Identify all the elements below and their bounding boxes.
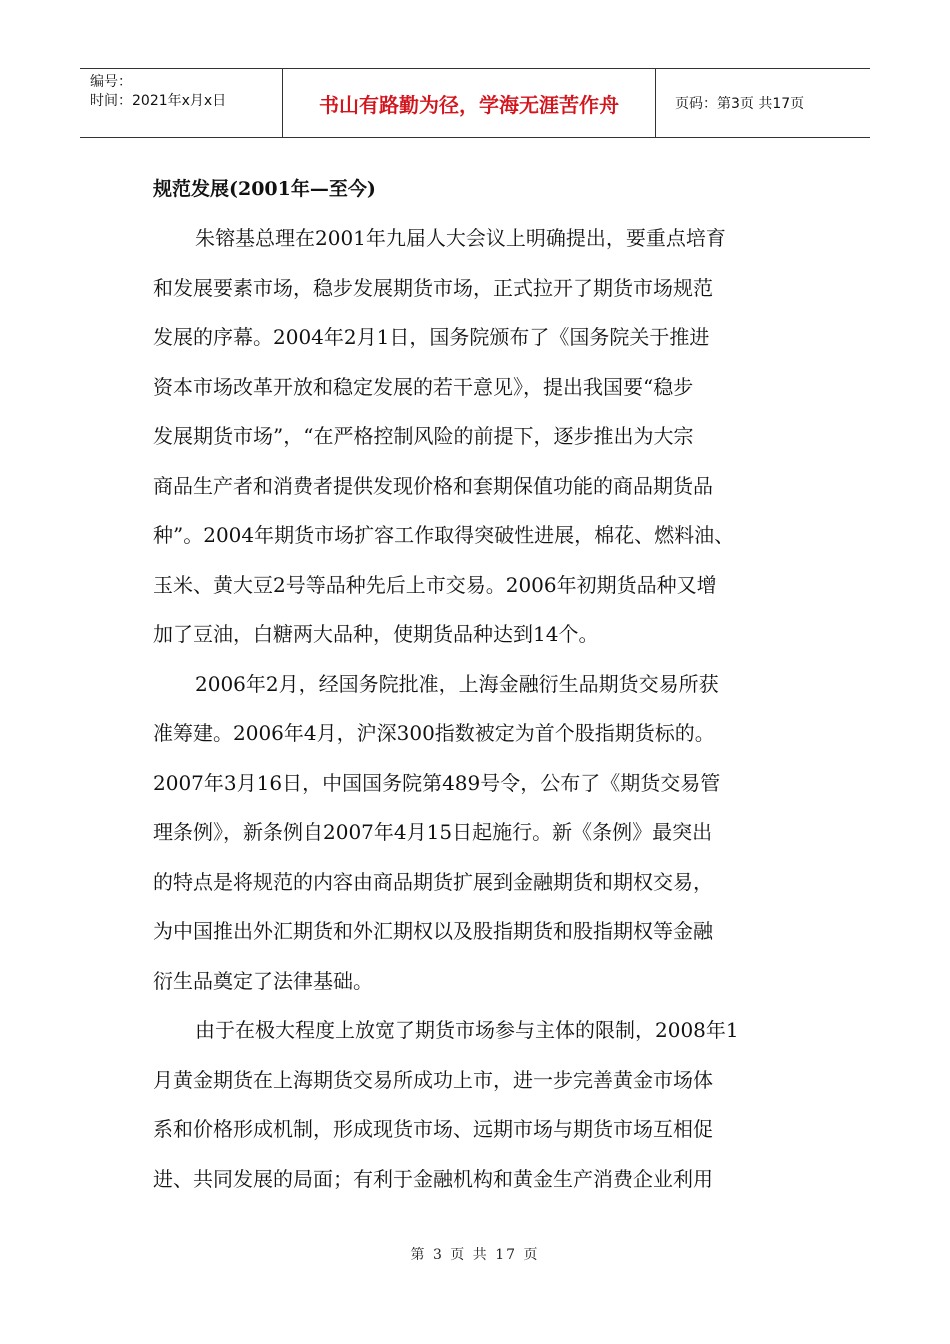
text-line: 为中国推出外汇期货和外汇期权以及股指期货和股指期权等金融 [153,919,713,943]
text-line: 资本市场改革开放和稳定发展的若干意见》，提出我国要“稳步 [153,374,694,399]
text-line: 月黄金期货在上海期货交易所成功上市，进一步完善黄金市场体 [153,1067,713,1092]
paragraph-1 [153,214,813,660]
document-number-label: 编号： [90,74,132,90]
text-line: 商品生产者和消费者提供发现价格和套期保值功能的商品期货品 [153,473,713,498]
header-page-info [665,69,870,137]
paragraph-2 [153,660,813,1007]
text-line: 发展期货市场”，“在严格控制风险的前提下，逐步推出为大宗 [153,424,694,448]
text-line: 衍生品奠定了法律基础。 [153,968,373,993]
text-line: 玉米、黄大豆2号等品种先后上市交易。2006年初期货品种又增 [153,572,717,597]
paragraph-3 [153,1006,813,1204]
document-body [153,164,813,1204]
text-line: 由于在极大程度上放宽了期货市场参与主体的限制，2008年1 [195,1018,739,1042]
text-line: 发展的序幕。2004年2月1日，国务院颁布了《国务院关于推进 [153,325,710,349]
header-meta-cell [80,69,282,137]
text-line: 进、共同发展的局面；有利于金融机构和黄金生产消费企业利用 [153,1166,713,1191]
text-line: 的特点是将规范的内容由商品期货扩展到金融期货和期权交易， [153,869,713,894]
page-info-text: 页码：第3页 共17页 [675,96,805,112]
page-footer: 第 3 页 共 17 页 [410,1247,540,1263]
header-motto: 书山有路勤为径，学海无涯苦作舟 [319,92,619,117]
text-line: 和发展要素市场，稳步发展期货市场，正式拉开了期货市场规范 [153,275,713,300]
document-date-label: 时间：2021年x月x日 [90,93,227,109]
text-line: 朱镕基总理在2001年九届人大会议上明确提出，要重点培育 [195,226,726,250]
text-line: 理条例》，新条例自2007年4月15日起施行。新《条例》最突出 [153,820,713,844]
text-line: 系和价格形成机制，形成现货市场、远期市场与期货市场互相促 [153,1117,713,1141]
section-heading: 规范发展(2001年—至今) [153,178,376,200]
text-line: 2006年2月，经国务院批准，上海金融衍生品期货交易所获 [195,671,719,696]
text-line: 种”。2004年期货市场扩容工作取得突破性进展，棉花、燃料油、 [153,523,735,547]
document-header [80,68,870,138]
text-line: 2007年3月16日，中国国务院第489号令，公布了《期货交易管 [153,770,721,795]
text-line: 加了豆油，白糖两大品种，使期货品种达到14个。 [153,622,599,646]
text-line: 准筹建。2006年4月，沪深300指数被定为首个股指期货标的。 [153,721,715,745]
header-divider [655,69,656,137]
